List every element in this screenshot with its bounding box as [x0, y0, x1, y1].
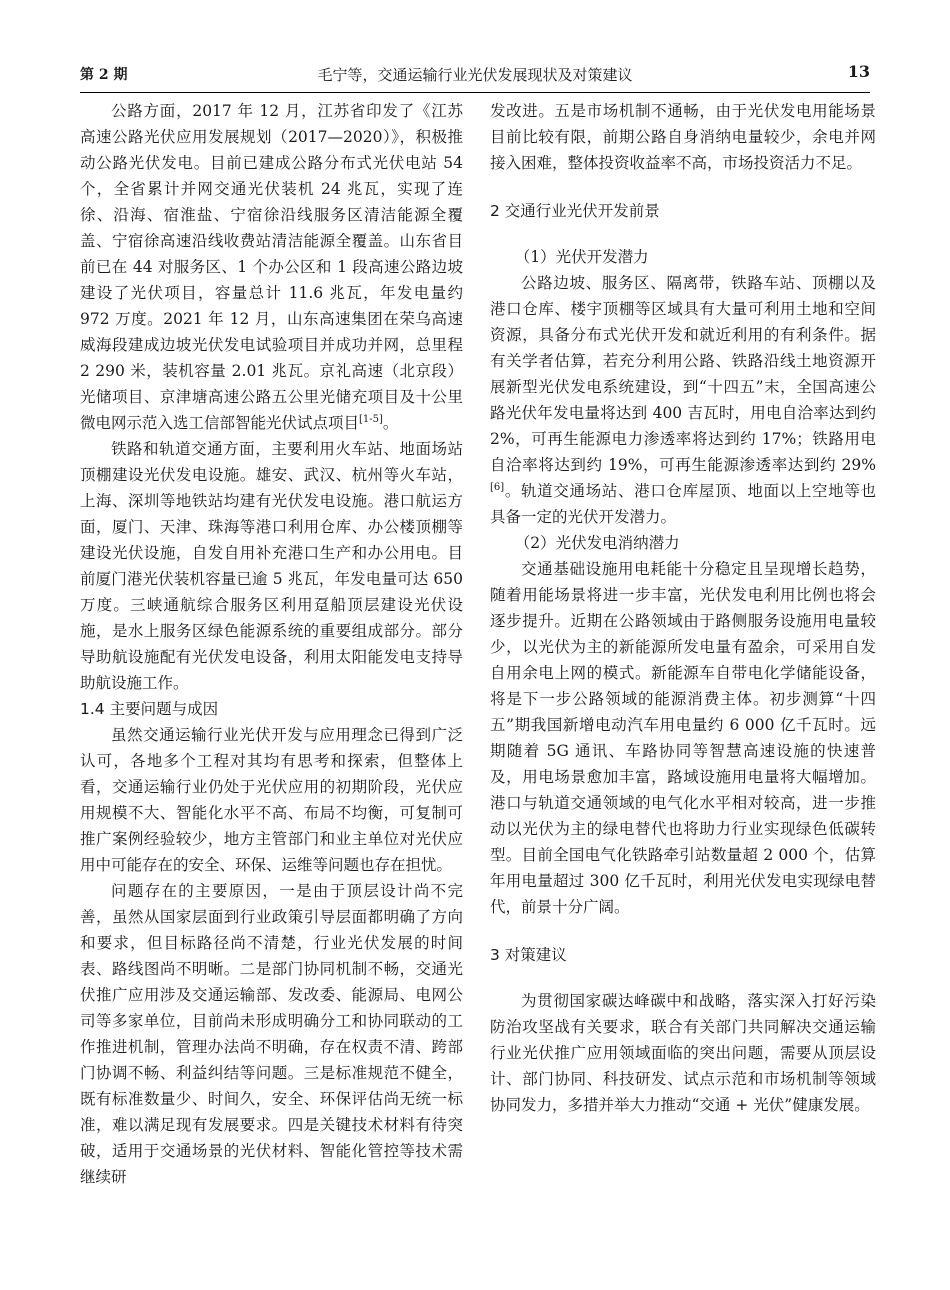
paragraph-development-potential: 公路边坡、服务区、隔离带，铁路车站、顶棚以及港口仓库、楼宇顶棚等区域具有大量可利用土地和空间资源，具备分布式光伏开发和就近利用的有利条件。据有关学者估算，若充分利用公路、铁路沿线土地资源开展新型光伏发电系统建设，到“十四五”末，全国高速公路光伏年发电量将达到 400 吉瓦时，用电自洽率达到约 2%，可再生能源电力渗透率将达到约 17%；铁路用电自洽率将达到约 19%，可再生能源渗透率达到约 29%[6]。轨道交通场站、港口仓库屋顶、地面以上空地等也具备一定的光伏开发潜力。 — [490, 274, 876, 526]
paragraph-causes: 问题存在的主要原因，一是由于顶层设计尚不完善，虽然从国家层面到行业政策引导层面都明确了方向和要求，但目标路径尚不清楚，行业光伏发展的时间表、路线图尚不明晰。二是部门协同机制不畅，交通光伏推广应用涉及交通运输部、发改委、能源局、电网公司等多家单位，目前尚未形成明确分工和协同联动的工作推进机制，管理办法尚不明确，存在权责不清、跨部门协调不畅、利益纠结等问题。三是标准规范不健全，既有标准数量少、时间久，安全、环保评估尚无统一标准，难以满足现有发展要求。四是关键技术材料有待突破，适用于交通场景的光伏材料、智能化管控等技术需继续研 — [80, 882, 463, 1186]
section-heading-1-4: 1.4 主要问题与成因 — [80, 700, 219, 718]
subheading-development-potential: （1）光伏开发潜力 — [514, 248, 649, 266]
section-heading-2: 2 交通行业光伏开发前景 — [490, 202, 660, 220]
paragraph-recommendations: 为贯彻国家碳达峰碳中和战略，落实深入打好污染防治攻坚战有关要求，联合有关部门共同解决交通运输行业光伏推广应用领域面临的突出问题，需要从顶层设计、部门协同、科技研发、试点示范和市场机制等领域协同发力，多措并举大力推动“交通 + 光伏”健康发展。 — [490, 992, 876, 1114]
running-header — [80, 62, 870, 93]
citation-1-5: [1-5] — [359, 413, 383, 425]
paragraph-rail-port-solar: 铁路和轨道交通方面，主要利用火车站、地面场站顶棚建设光伏发电设施。雄安、武汉、杭州等火车站，上海、深圳等地铁站均建有光伏发电设施。港口航运方面，厦门、天津、珠海等港口利用仓库、办公楼顶棚等建设光伏设施，自发自用补充港口生产和办公用电。目前厦门港光伏装机容量已逾 5 兆瓦，年发电量可达 650 万度。三峡通航综合服务区利用趸船顶层建设光伏设施，是水上服务区绿色能源系统的重要组成部分。部分导助航设施配有光伏发电设备，利用太阳能发电支持导助航设施工作。 — [80, 440, 463, 692]
citation-6: [6] — [490, 481, 505, 493]
section-heading-3: 3 对策建议 — [490, 946, 567, 964]
left-column — [80, 98, 463, 1190]
paragraph-problems: 虽然交通运输行业光伏开发与应用理念已得到广泛认可，各地多个工程对其均有思考和探索，但整体上看，交通运输行业仍处于光伏应用的初期阶段，光伏应用规模不大、智能化水平不高、布局不均衡，可复制可推广案例经验较少，地方主管部门和业主单位对光伏应用中可能存在的安全、环保、运维等问题也存在担忧。 — [80, 726, 463, 874]
issue-number: 第 2 期 — [80, 67, 128, 83]
paragraph-highway-solar: 公路方面，2017 年 12 月，江苏省印发了《江苏高速公路光伏应用发展规划（2017—2020）》，积极推动公路光伏发电。目前已建成公路分布式光伏电站 54 个，全省累计并网交通光伏装机 24 兆瓦，实现了连徐、沿海、宿淮盐、宁宿徐沿线服务区清洁能源全覆盖、宁宿徐高速沿线收费站清洁能源全覆盖。山东省目前已在 44 对服务区、1 个办公区和 1 段高速公路边坡建设了光伏项目，容量总计 11.6 兆瓦，年发电量约 972 万度。2021 年 12 月，山东高速集团在荣乌高速威海段建成边坡光伏发电试验项目并成功并网，总里程 2 290 米，装机容量 2.01 兆瓦。京礼高速（北京段）光储项目、京津塘高速公路五公里光储充项目及十公里微电网示范入选工信部智能光伏试点项目[1-5]。 — [80, 102, 463, 432]
paragraph-causes-continued: 发改进。五是市场机制不通畅，由于光伏发电用能场景目前比较有限，前期公路自身消纳电量较少，余电并网接入困难，整体投资收益率不高，市场投资活力不足。 — [490, 102, 876, 172]
running-title: 毛宁等，交通运输行业光伏发展现状及对策建议 — [317, 66, 633, 84]
paragraph-consumption-potential: 交通基础设施用电耗能十分稳定且呈现增长趋势，随着用能场景将进一步丰富，光伏发电利用比例也将会逐步提升。近期在公路领域由于路侧服务设施用电量较少，以光伏为主的新能源所发电量有盈余，可采用自发自用余电上网的模式。新能源车自带电化学储能设备，将是下一步公路领域的能源消费主体。初步测算“十四五”期我国新增电动汽车用电量约 6 000 亿千瓦时。远期随着 5G 通讯、车路协同等智慧高速设施的快速普及，用电场景愈加丰富，路域设施用电量将大幅增加。港口与轨道交通领域的电气化水平相对较高，进一步推动以光伏为主的绿电替代也将助力行业实现绿色低碳转型。目前全国电气化铁路牵引站数量超 2 000 个，估算年用电量超过 300 亿千瓦时，利用光伏发电实现绿电替代，前景十分广阔。 — [490, 560, 876, 916]
subheading-consumption-potential: （2）光伏发电消纳潜力 — [514, 534, 680, 552]
page-number: 13 — [847, 62, 870, 81]
right-column — [490, 98, 876, 1118]
